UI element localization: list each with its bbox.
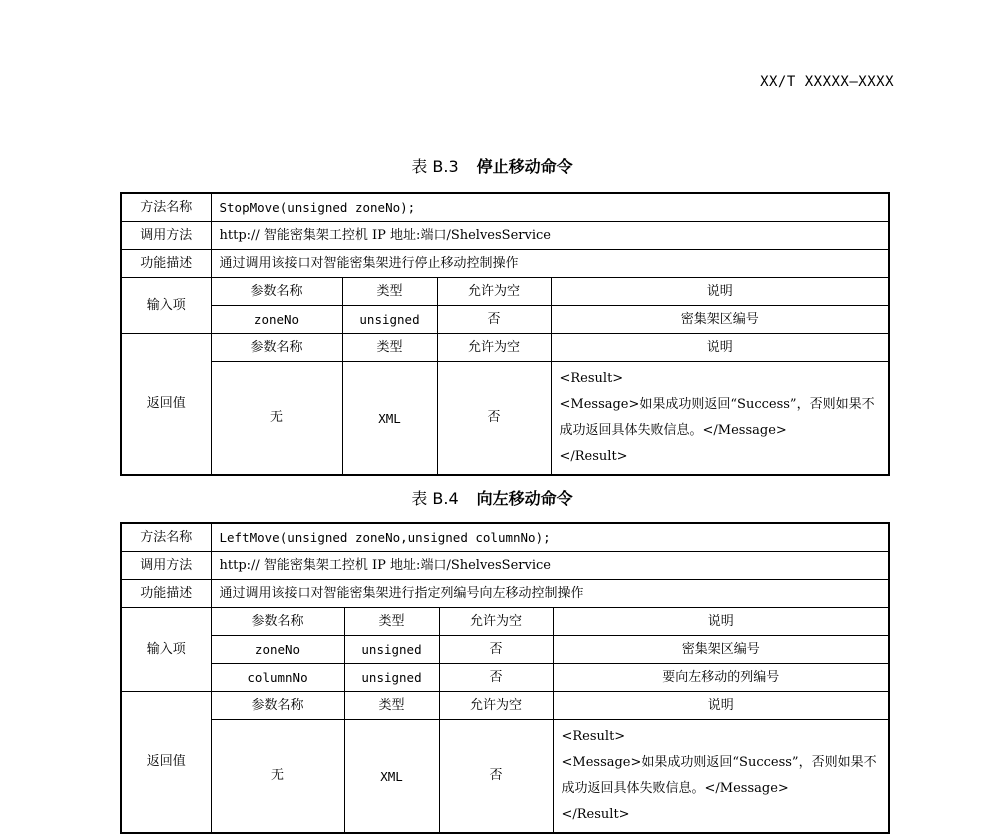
table-b4-caption: [0, 486, 984, 509]
col-header-param: 参数名称: [211, 692, 344, 720]
function-label: 功能描述: [121, 580, 211, 608]
col-header-param: 参数名称: [211, 334, 342, 362]
col-header-nullable: 允许为空: [439, 692, 553, 720]
return-param-name: 无: [211, 720, 344, 834]
document-code: XX/T XXXXX—XXXX: [760, 74, 894, 90]
return-desc-line: <Message>如果成功则返回“Success”，否则如果不成功返回具体失败信息。</Message>: [559, 397, 875, 438]
input-param-name: zoneNo: [211, 636, 344, 664]
table-row: [121, 692, 889, 720]
col-header-type: 类型: [342, 334, 437, 362]
return-desc-line: <Message>如果成功则返回“Success”，否则如果不成功返回具体失败信息。</Message>: [561, 755, 877, 796]
table-b4: [120, 522, 890, 834]
table-row: [121, 278, 889, 306]
call-method-value: http:// 智能密集架工控机 IP 地址:端口/ShelvesService: [211, 552, 889, 580]
input-param-type: unsigned: [342, 306, 437, 334]
col-header-desc: 说明: [551, 278, 889, 306]
table-b4-number: 表 B.4: [411, 489, 459, 508]
input-param-name: zoneNo: [211, 306, 342, 334]
table-row: [121, 250, 889, 278]
table-row: [121, 193, 889, 222]
call-method-label: 调用方法: [121, 552, 211, 580]
table-row: [121, 664, 889, 692]
function-value: 通过调用该接口对智能密集架进行停止移动控制操作: [211, 250, 889, 278]
input-param-nullable: 否: [439, 664, 553, 692]
return-desc-line: <Result>: [561, 729, 626, 744]
input-param-name: columnNo: [211, 664, 344, 692]
col-header-nullable: 允许为空: [437, 334, 551, 362]
return-desc-line: </Result>: [561, 807, 630, 822]
call-method-value: http:// 智能密集架工控机 IP 地址:端口/ShelvesService: [211, 222, 889, 250]
table-row: [121, 222, 889, 250]
method-name-label: 方法名称: [121, 523, 211, 552]
call-method-label: 调用方法: [121, 222, 211, 250]
col-header-type: 类型: [344, 608, 439, 636]
table-row: [121, 636, 889, 664]
return-param-nullable: 否: [437, 362, 551, 476]
col-header-param: 参数名称: [211, 608, 344, 636]
col-header-param: 参数名称: [211, 278, 342, 306]
col-header-nullable: 允许为空: [439, 608, 553, 636]
function-label: 功能描述: [121, 250, 211, 278]
input-param-desc: 密集架区编号: [551, 306, 889, 334]
return-desc-line: </Result>: [559, 449, 628, 464]
return-desc-line: <Result>: [559, 371, 624, 386]
table-row: [121, 580, 889, 608]
input-param-desc: 要向左移动的列编号: [553, 664, 889, 692]
col-header-desc: 说明: [551, 334, 889, 362]
col-header-type: 类型: [344, 692, 439, 720]
table-row: [121, 552, 889, 580]
return-label: 返回值: [121, 692, 211, 834]
return-param-type: XML: [344, 720, 439, 834]
table-row: [121, 608, 889, 636]
table-b3-title: 停止移动命令: [476, 157, 573, 176]
table-row: [121, 334, 889, 362]
return-param-name: 无: [211, 362, 342, 476]
method-name-value: StopMove(unsigned zoneNo);: [211, 193, 889, 222]
table-b3-number: 表 B.3: [411, 157, 459, 176]
input-param-nullable: 否: [439, 636, 553, 664]
input-param-type: unsigned: [344, 664, 439, 692]
return-label: 返回值: [121, 334, 211, 476]
table-row: [121, 523, 889, 552]
return-param-desc: [553, 720, 889, 834]
table-row: [121, 720, 889, 834]
col-header-desc: 说明: [553, 692, 889, 720]
col-header-type: 类型: [342, 278, 437, 306]
return-param-nullable: 否: [439, 720, 553, 834]
return-param-desc: [551, 362, 889, 476]
input-param-desc: 密集架区编号: [553, 636, 889, 664]
table-b4-title: 向左移动命令: [476, 489, 573, 508]
table-b3: [120, 192, 890, 476]
function-value: 通过调用该接口对智能密集架进行指定列编号向左移动控制操作: [211, 580, 889, 608]
table-row: [121, 306, 889, 334]
return-param-type: XML: [342, 362, 437, 476]
input-label: 输入项: [121, 278, 211, 334]
input-label: 输入项: [121, 608, 211, 692]
method-name-label: 方法名称: [121, 193, 211, 222]
col-header-desc: 说明: [553, 608, 889, 636]
method-name-value: LeftMove(unsigned zoneNo,unsigned columnNo);: [211, 523, 889, 552]
col-header-nullable: 允许为空: [437, 278, 551, 306]
table-row: [121, 362, 889, 476]
table-b3-caption: [0, 154, 984, 177]
input-param-type: unsigned: [344, 636, 439, 664]
input-param-nullable: 否: [437, 306, 551, 334]
